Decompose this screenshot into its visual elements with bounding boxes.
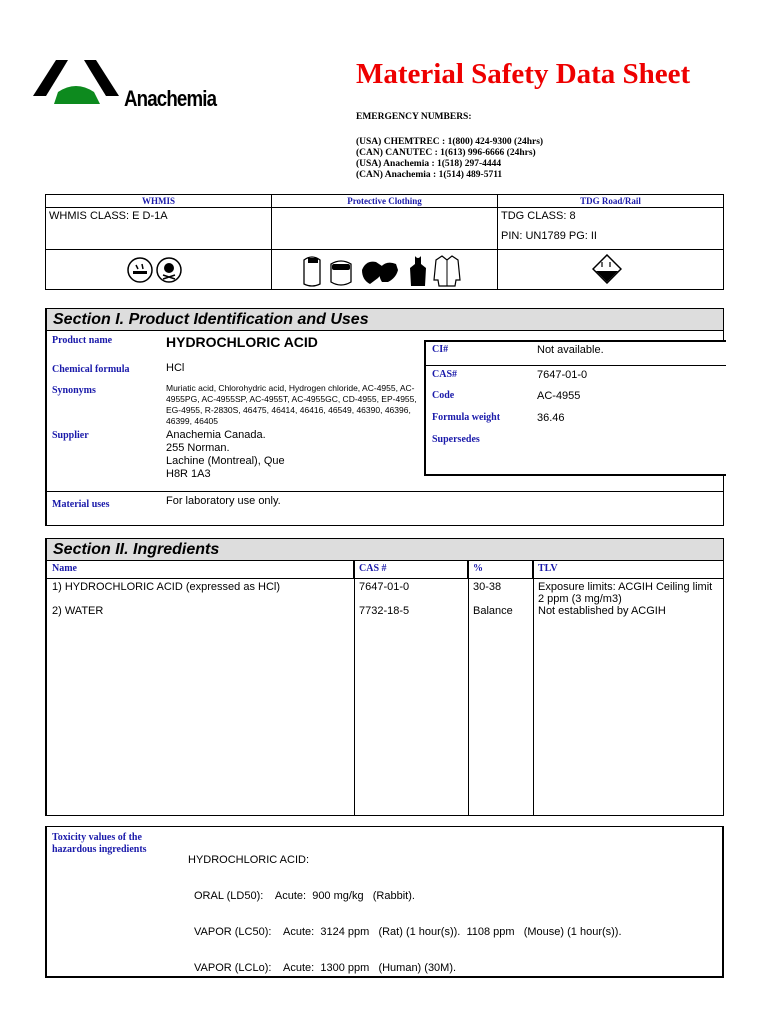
ingredient-cas: 7647-01-0 — [359, 581, 410, 593]
cas-value: 7647-01-0 — [537, 369, 588, 381]
cas-label: CAS# — [432, 369, 458, 380]
section-2 — [45, 538, 724, 816]
toxicity-heading: HYDROCHLORIC ACID: — [188, 854, 310, 866]
formula: HCl — [166, 362, 185, 374]
emergency-number: (USA) Anachemia : 1(518) 297-4444 — [356, 159, 502, 169]
synonyms: Muriatic acid, Chlorohydric acid, Hydrogen chloride, AC-4955, AC-4955PG, AC-4955SP, AC-4955T, AC-4955GC, CD-4955, EP-4955, EG-4955, R-2830S, 46475, 46414, 46416, 46549, 46390, 46396, 46399, 46405 — [166, 383, 417, 426]
whmis-class: WHMIS CLASS: E D-1A — [46, 208, 272, 250]
ci-value: Not available. — [537, 344, 604, 356]
section-1 — [45, 308, 724, 526]
ingredient-name: 1) HYDROCHLORIC ACID (expressed as HCl) — [52, 581, 280, 593]
clothing-cell — [272, 208, 498, 250]
product-name: HYDROCHLORIC ACID — [166, 334, 318, 350]
tdg-class: TDG CLASS: 8 — [501, 210, 576, 222]
ingredient-tlv: Not established by ACGIH — [538, 605, 666, 617]
toxicity-section — [45, 826, 724, 978]
safety-goggles-icon — [328, 256, 354, 288]
supersedes-label: Supersedes — [432, 434, 480, 445]
classification-table — [45, 194, 724, 290]
face-shield-icon — [300, 254, 324, 288]
formula-label: Chemical formula — [52, 364, 130, 375]
emergency-numbers — [356, 137, 543, 181]
supersedes-row — [426, 434, 726, 445]
fw-row — [426, 412, 726, 424]
cas-row — [426, 369, 726, 381]
tdg-cell — [498, 208, 724, 250]
col-name: Name — [47, 561, 354, 578]
uses: For laboratory use only. — [166, 495, 281, 507]
synonyms-label: Synonyms — [52, 385, 96, 396]
toxic-skull-icon — [156, 257, 182, 283]
supplier-line: 255 Norman. — [166, 442, 230, 454]
code-label: Code — [432, 390, 455, 401]
toxicity-label-line: hazardous ingredients — [52, 844, 147, 855]
corrosive-diamond-icon — [592, 254, 622, 284]
ingredients-header — [47, 561, 723, 579]
ci-label: CI# — [432, 344, 449, 355]
supplier — [166, 429, 285, 481]
anachemia-logo-icon — [28, 58, 124, 112]
col-tlv: TLV — [538, 563, 558, 574]
protective-clothing-pictograms — [272, 250, 498, 290]
ingredient-tlv: Exposure limits: ACGIH Ceiling limit 2 ppm (3 mg/m3) — [538, 581, 713, 605]
column-divider — [468, 561, 469, 815]
column-divider — [533, 561, 534, 815]
tdg-pictograms — [498, 250, 724, 290]
tdg-pin: PIN: UN1789 PG: II — [501, 230, 597, 242]
page-title: Material Safety Data Sheet — [356, 58, 691, 90]
tdg-header: TDG Road/Rail — [498, 195, 724, 208]
section-1-title: Section I. Product Identification and Uses — [47, 309, 723, 331]
ingredient-percent: Balance — [473, 605, 513, 617]
column-divider — [354, 561, 355, 815]
toxicity-line: VAPOR (LCLo): Acute: 1300 ppm (Human) (30M). — [194, 962, 457, 974]
code-value: AC-4955 — [537, 390, 581, 402]
product-name-label: Product name — [52, 335, 113, 346]
toxicity-label — [52, 832, 147, 856]
ingredient-cas: 7732-18-5 — [359, 605, 410, 617]
section-2-title: Section II. Ingredients — [47, 539, 723, 561]
whmis-pictograms — [46, 250, 272, 290]
emergency-number: (USA) CHEMTREC : 1(800) 424-9300 (24hrs) — [356, 137, 544, 147]
toxicity-line: ORAL (LD50): Acute: 900 mg/kg (Rabbit). — [194, 890, 415, 902]
uses-label: Material uses — [52, 499, 110, 510]
fw-label: Formula weight — [432, 412, 501, 423]
whmis-header: WHMIS — [46, 195, 272, 208]
clothing-header: Protective Clothing — [272, 195, 498, 208]
col-cas: CAS # — [354, 561, 468, 578]
corrosive-icon — [127, 257, 153, 283]
company-name: Anachemia — [124, 86, 217, 111]
fw-value: 36.46 — [537, 412, 565, 424]
gloves-icon — [360, 256, 400, 286]
identifiers-box — [424, 340, 726, 476]
toxicity-label-line: Toxicity values of the — [52, 832, 142, 843]
ingredient-percent: 30-38 — [473, 581, 502, 593]
table-row — [47, 579, 723, 603]
supplier-line: Anachemia Canada. — [166, 429, 266, 441]
supplier-line: H8R 1A3 — [166, 468, 211, 480]
supplier-label: Supplier — [52, 430, 89, 441]
emergency-heading: EMERGENCY NUMBERS: — [356, 112, 472, 122]
supplier-line: Lachine (Montreal), Que — [166, 455, 285, 467]
toxicity-values — [188, 830, 622, 998]
col-percent: % — [468, 561, 533, 578]
ci-row — [426, 344, 726, 366]
toxicity-line: VAPOR (LC50): Acute: 3124 ppm (Rat) (1 hour(s)). 1108 ppm (Mouse) (1 hour(s)). — [194, 926, 622, 938]
apron-icon — [408, 254, 428, 288]
emergency-number: (CAN) CANUTEC : 1(613) 996-6666 (24hrs) — [356, 148, 536, 158]
table-row — [47, 603, 723, 619]
divider — [47, 491, 723, 492]
lab-coat-icon — [432, 254, 462, 288]
ingredient-name: 2) WATER — [52, 605, 104, 617]
emergency-number: (CAN) Anachemia : 1(514) 489-5711 — [356, 170, 503, 180]
code-row — [426, 390, 726, 402]
